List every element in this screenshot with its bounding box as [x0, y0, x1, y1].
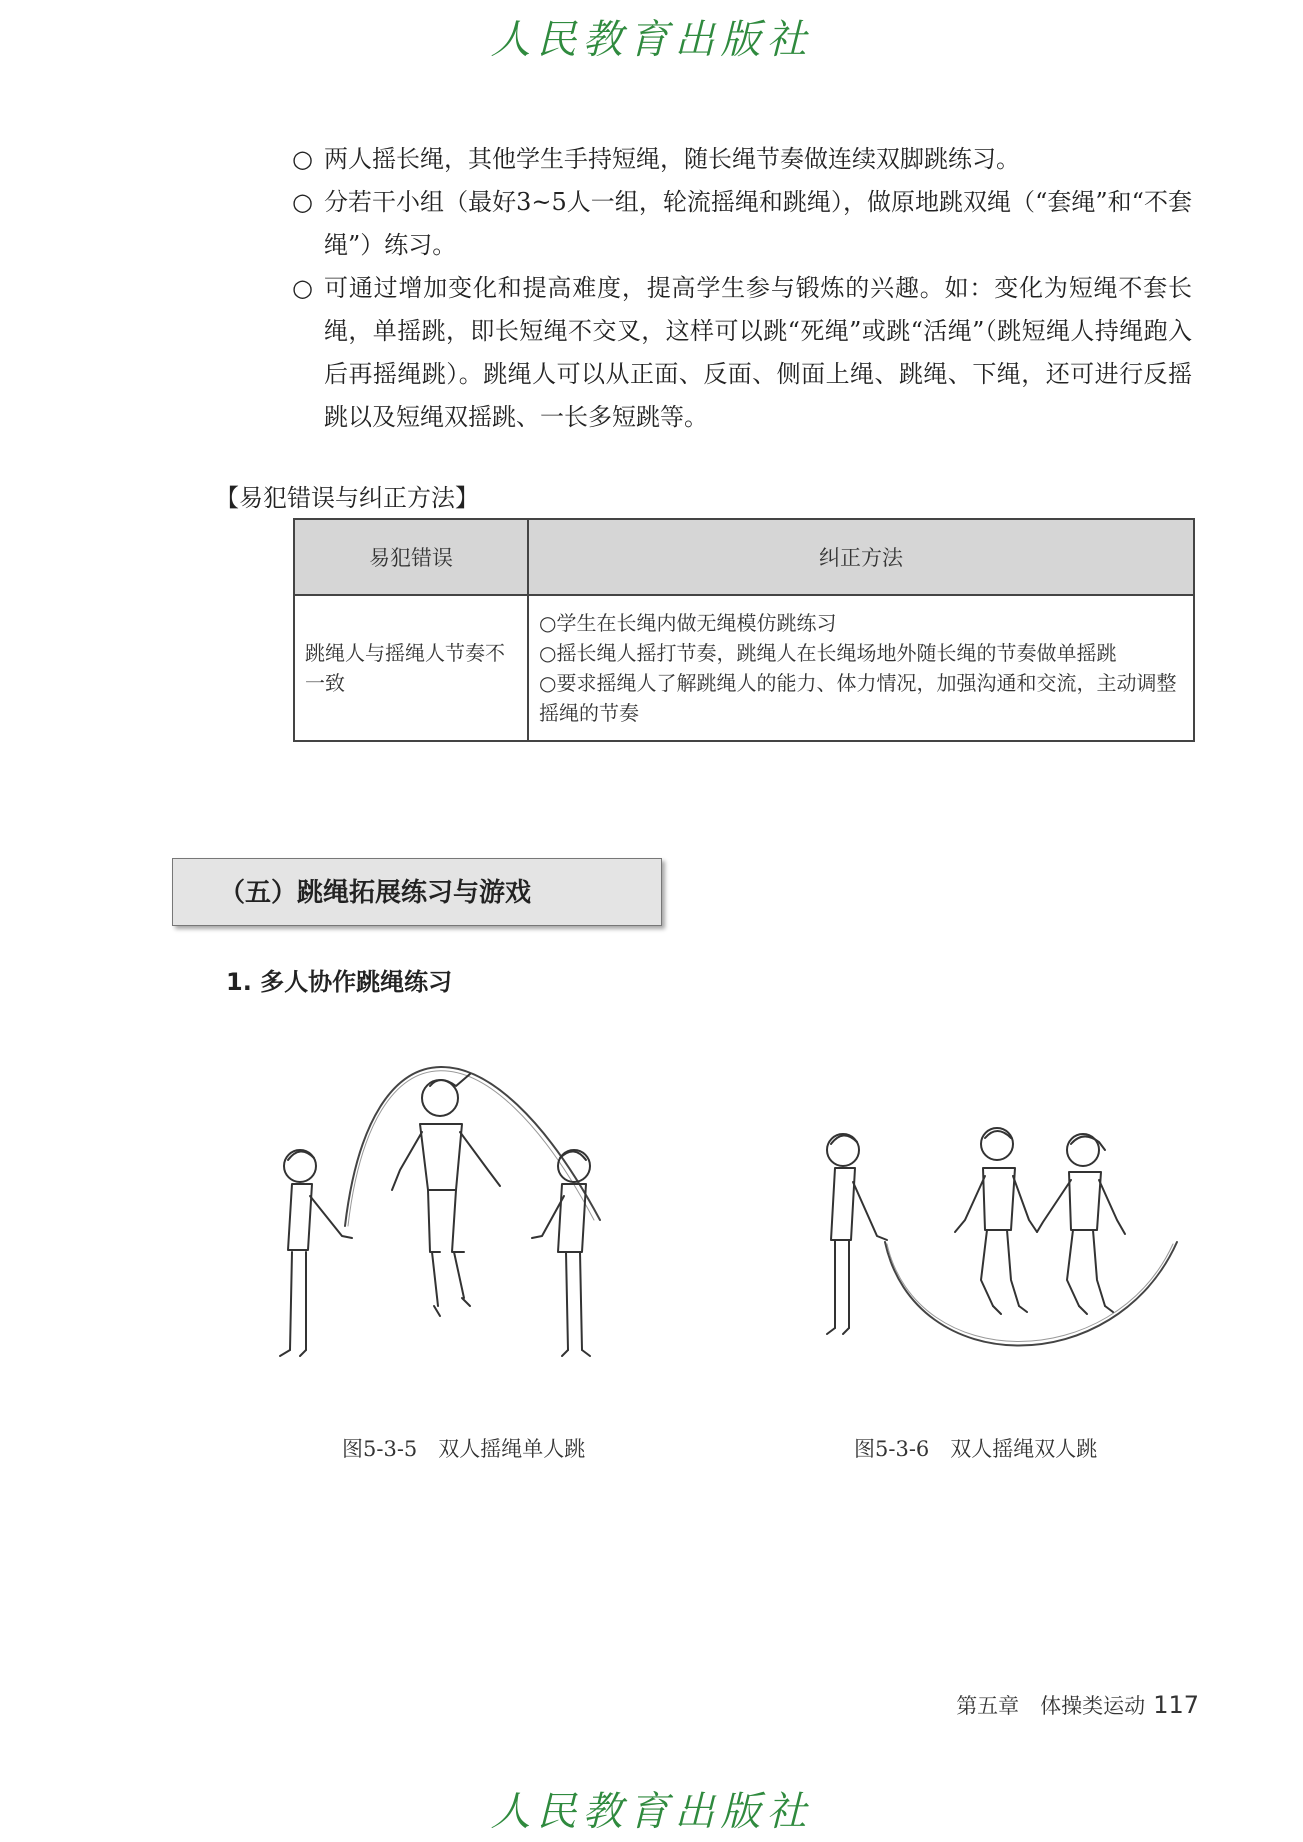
column-header-fix: 纠正方法 — [528, 519, 1194, 595]
figure-caption: 图5-3-6 双人摇绳双人跳 — [854, 1437, 1098, 1461]
chapter-label: 第五章 体操类运动 — [956, 1694, 1146, 1718]
publisher-watermark-bottom: 人民教育出版社 — [490, 1789, 813, 1835]
page-footer — [956, 1690, 1199, 1720]
jumper-figure — [392, 1074, 500, 1316]
bullet-text: 可通过增加变化和提高难度，提高学生参与锻炼的兴趣。如：变化为短绳不套长绳，单摇跳，即长短绳不交叉，这样可以跳“死绳”或跳“活绳”（跳短绳人持绳跑入后再摇绳跳）。跳绳人可以从正面、反面、侧面上绳、跳绳、下绳，还可进行反摇跳以及短绳双摇跳、一长多短跳等。 — [324, 274, 1192, 431]
bullet-text: 分若干小组（最好3~5人一组，轮流摇绳和跳绳），做原地跳双绳（“套绳”和“不套绳”）练习。 — [324, 188, 1192, 259]
error-correction-table — [293, 518, 1195, 742]
subheading: 1. 多人协作跳绳练习 — [226, 968, 453, 996]
error-section-title: 【易犯错误与纠正方法】 — [215, 484, 479, 512]
bullet-text: 两人摇长绳，其他学生手持短绳，随长绳节奏做连续双脚跳练习。 — [324, 145, 1020, 173]
practice-bullet-list — [292, 138, 1192, 439]
publisher-watermark-top: 人民教育出版社 — [490, 17, 813, 63]
turner-left-figure — [280, 1150, 352, 1356]
table-row — [294, 595, 1194, 741]
bullet-marker: ○ — [292, 188, 313, 216]
jumper-figure — [955, 1128, 1037, 1314]
error-cell: 跳绳人与摇绳人节奏不一致 — [294, 595, 528, 741]
column-header-error: 易犯错误 — [294, 519, 528, 595]
fix-item: ○摇长绳人摇打节奏，跳绳人在长绳场地外随长绳的节奏做单摇跳 — [539, 641, 1117, 665]
figure-two-turners-two-jumpers — [815, 1110, 1195, 1390]
turner-right-figure — [532, 1150, 590, 1356]
section-title-box: （五）跳绳拓展练习与游戏 — [172, 858, 662, 926]
bullet-item — [292, 181, 1192, 267]
fix-item: ○要求摇绳人了解跳绳人的能力、体力情况，加强沟通和交流，主动调整摇绳的节奏 — [539, 671, 1177, 725]
fix-cell — [528, 595, 1194, 741]
figure-two-turners-one-jumper — [270, 1040, 610, 1380]
turner-left-figure — [827, 1134, 887, 1334]
fix-item: ○学生在长绳内做无绳模仿跳练习 — [539, 611, 837, 635]
page-number: 117 — [1153, 1691, 1199, 1719]
bullet-item — [292, 138, 1192, 181]
bullet-item — [292, 267, 1192, 439]
jumper-figure — [1037, 1134, 1125, 1314]
table-header-row — [294, 519, 1194, 595]
figure-caption: 图5-3-5 双人摇绳单人跳 — [342, 1437, 586, 1461]
bullet-marker: ○ — [292, 145, 313, 173]
bullet-marker: ○ — [292, 274, 313, 302]
